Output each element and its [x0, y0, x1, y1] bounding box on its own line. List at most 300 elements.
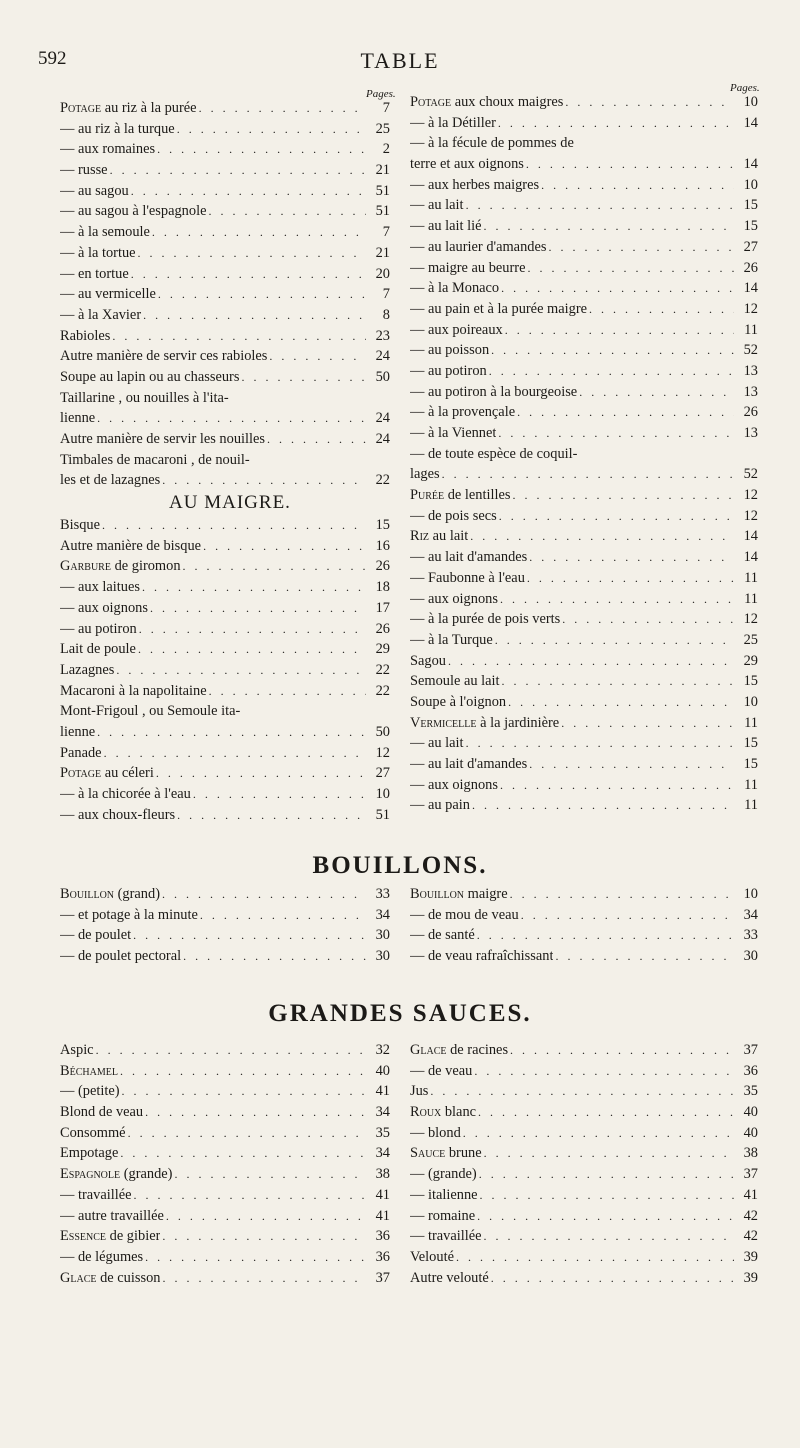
- dot-leader: [484, 1226, 734, 1247]
- index-entry: [60, 1185, 390, 1206]
- entry-page-number: 26: [743, 404, 758, 421]
- dot-leader: [120, 1061, 366, 1082]
- page-number: 592: [38, 48, 67, 69]
- entry-title: Autre velouté: [410, 1269, 489, 1286]
- entry-page-number: 25: [375, 120, 390, 137]
- entry-page-number: 37: [743, 1042, 758, 1058]
- dot-leader: [491, 1268, 734, 1289]
- pages-label-left: Pages.: [366, 88, 396, 100]
- sauces-left-entries: [60, 1040, 390, 1288]
- entry-page-number: 35: [375, 1124, 390, 1141]
- entry-title: — au lait lié: [410, 218, 482, 235]
- entries-au-maigre: [60, 515, 390, 825]
- entry-page-number: 13: [743, 425, 758, 441]
- column-left: [60, 98, 390, 825]
- dot-leader: [456, 1247, 734, 1268]
- index-entry: [60, 429, 390, 450]
- entry-page-number: 14: [743, 156, 758, 173]
- dot-leader: [269, 346, 366, 367]
- dot-leader: [466, 195, 734, 216]
- dot-leader: [510, 884, 734, 905]
- index-entry: [60, 805, 390, 826]
- index-entry: [60, 681, 390, 702]
- entry-title: Autre manière de servir les nouilles: [60, 431, 265, 447]
- entry-title: Blond de veau: [60, 1104, 144, 1121]
- entry-title: Rabioles: [60, 327, 111, 344]
- entry-title: Bouillon maigre: [410, 886, 508, 902]
- index-entry: [410, 423, 758, 444]
- dot-leader: [477, 925, 734, 946]
- dot-leader: [491, 340, 734, 361]
- dot-leader: [466, 733, 734, 754]
- sauces-right-column: [410, 1040, 758, 1288]
- entry-page-number: 41: [375, 1186, 390, 1203]
- dot-leader: [122, 1081, 366, 1102]
- index-entry: [410, 175, 758, 196]
- dot-leader: [505, 320, 734, 341]
- entry-title: Vermicelle à la jardinière: [410, 714, 560, 731]
- dot-leader: [479, 1164, 734, 1185]
- dot-leader: [477, 1206, 734, 1227]
- entry-title: — de pois secs: [410, 507, 497, 524]
- dot-leader: [527, 568, 734, 589]
- dot-leader: [162, 470, 366, 491]
- index-entry: [60, 639, 390, 660]
- dot-leader: [145, 1247, 366, 1268]
- entry-title: — à la Xavier: [60, 306, 142, 323]
- index-entry: [410, 775, 758, 796]
- entry-title: Glace de cuisson: [60, 1269, 161, 1286]
- index-entry: [60, 1123, 390, 1144]
- index-entry: [410, 526, 758, 547]
- entry-page-number: 26: [375, 558, 390, 575]
- dot-leader: [529, 547, 734, 568]
- index-entry: [410, 464, 758, 485]
- index-entry: [410, 1143, 758, 1164]
- entry-page-number: 30: [743, 948, 758, 965]
- dot-leader: [156, 763, 366, 784]
- dot-leader: [470, 526, 734, 547]
- index-entry: [410, 92, 758, 113]
- entry-title: — au pain: [410, 797, 470, 814]
- dot-leader: [162, 884, 366, 905]
- entry-title: — (petite): [60, 1083, 120, 1100]
- dot-leader: [131, 264, 366, 285]
- entry-title: terre et aux oignons: [410, 156, 524, 173]
- index-entry: [410, 733, 758, 754]
- index-entry: [60, 243, 390, 264]
- index-entry: [410, 1040, 758, 1061]
- dot-leader: [96, 1040, 366, 1061]
- entry-page-number: 27: [375, 765, 390, 782]
- entry-title: — de veau rafraîchissant: [410, 948, 554, 965]
- dot-leader: [143, 305, 366, 326]
- entry-title: — romaine: [410, 1207, 476, 1224]
- entry-page-number: 10: [743, 176, 758, 193]
- dot-leader: [541, 175, 734, 196]
- entry-page-number: 17: [375, 599, 390, 616]
- dot-leader: [499, 506, 734, 527]
- dot-leader: [501, 278, 734, 299]
- dot-leader: [498, 423, 734, 444]
- dot-leader: [478, 1102, 734, 1123]
- index-entry: [60, 619, 390, 640]
- entry-title: — travaillée: [60, 1186, 132, 1203]
- entry-title: — de toute espèce de coquil-: [410, 445, 578, 462]
- entry-title: — au potiron: [60, 620, 137, 637]
- index-entry: [60, 743, 390, 764]
- index-entry: [60, 946, 390, 967]
- dot-leader: [133, 925, 366, 946]
- entries-right: [410, 92, 758, 816]
- entry-page-number: 40: [743, 1124, 758, 1141]
- entry-page-number: 33: [375, 886, 390, 902]
- dot-leader: [512, 485, 734, 506]
- dot-leader: [480, 1185, 734, 1206]
- dot-leader: [112, 326, 366, 347]
- index-entry: [410, 382, 758, 403]
- dot-leader: [166, 1206, 366, 1227]
- dot-leader: [561, 713, 734, 734]
- index-entry: [60, 450, 390, 471]
- entry-title: Mont-Frigoul , ou Semoule ita-: [60, 703, 241, 720]
- entry-title: Espagnole (grande): [60, 1166, 173, 1183]
- index-entry: [60, 577, 390, 598]
- entry-title: Sauce brune: [410, 1145, 482, 1162]
- entry-title: Bouillon (grand): [60, 886, 160, 902]
- index-entry: [410, 1123, 758, 1144]
- index-entry: [60, 763, 390, 784]
- entry-title: — à la provençale: [410, 404, 516, 421]
- dot-leader: [500, 775, 734, 796]
- entry-title: — à la Viennet: [410, 425, 497, 441]
- entry-title: — aux romaines: [60, 141, 156, 158]
- entry-title: Aspic: [60, 1042, 94, 1058]
- index-entry: [410, 485, 758, 506]
- sauces-left-column: [60, 1040, 390, 1288]
- dot-leader: [498, 113, 734, 134]
- entry-title: — russe: [60, 162, 108, 179]
- entry-title: Roux blanc: [410, 1104, 477, 1121]
- index-entry: [60, 408, 390, 429]
- index-entry: [60, 160, 390, 181]
- dot-leader: [138, 639, 366, 660]
- index-entry: [60, 722, 390, 743]
- index-entry: [410, 237, 758, 258]
- index-entry: [410, 154, 758, 175]
- entry-page-number: 14: [743, 114, 758, 131]
- entry-title: — travaillée: [410, 1228, 482, 1245]
- dot-leader: [193, 784, 366, 805]
- entry-title: — à la Monaco: [410, 280, 500, 297]
- entry-title: — de santé: [410, 927, 475, 944]
- entry-page-number: 51: [375, 182, 390, 199]
- entry-title: — au pain et à la purée maigre: [410, 300, 588, 317]
- index-entry: [410, 630, 758, 651]
- index-entry: [60, 284, 390, 305]
- entry-title: Potage au riz à la purée: [60, 100, 197, 116]
- dot-leader: [500, 589, 734, 610]
- bouillons-right-entries: [410, 884, 758, 967]
- index-entry: [60, 1247, 390, 1268]
- entry-page-number: 22: [375, 682, 390, 699]
- dot-leader: [110, 160, 366, 181]
- index-entry: [410, 299, 758, 320]
- entry-page-number: 26: [743, 259, 758, 276]
- entry-title: les et de lazagnes: [60, 472, 161, 489]
- entry-page-number: 34: [743, 906, 758, 923]
- dot-leader: [562, 609, 734, 630]
- entry-page-number: 23: [375, 327, 390, 344]
- dot-leader: [142, 577, 366, 598]
- dot-leader: [495, 630, 734, 651]
- dot-leader: [177, 805, 366, 826]
- entry-title: — (grande): [410, 1166, 477, 1183]
- index-entry: [60, 701, 390, 722]
- entry-page-number: 32: [375, 1042, 390, 1058]
- entry-page-number: 50: [375, 723, 390, 740]
- entry-title: — au potiron à la bourgeoise: [410, 383, 578, 400]
- index-entry: [60, 515, 390, 536]
- entry-title: — aux herbes maigres: [410, 176, 540, 193]
- dot-leader: [548, 237, 734, 258]
- entry-title: — au sagou: [60, 182, 129, 199]
- entry-title: Potage aux choux maigres: [410, 94, 564, 110]
- index-entry: [410, 361, 758, 382]
- entry-page-number: 11: [744, 797, 758, 814]
- index-entry: [60, 556, 390, 577]
- entry-page-number: 8: [382, 306, 390, 323]
- entry-title: — blond: [410, 1124, 461, 1141]
- index-entry: [410, 1102, 758, 1123]
- dot-leader: [442, 464, 734, 485]
- entry-title: Bisque: [60, 517, 100, 534]
- index-entry: [60, 1061, 390, 1082]
- entry-title: Jus: [410, 1083, 429, 1100]
- index-entry: [60, 346, 390, 367]
- dot-leader: [430, 1081, 734, 1102]
- entry-page-number: 16: [375, 537, 390, 554]
- entry-page-number: 13: [743, 383, 758, 400]
- entry-title: — à la fécule de pommes de: [410, 135, 574, 152]
- index-entry: [60, 1081, 390, 1102]
- entry-title: — au potiron: [410, 362, 487, 379]
- entry-page-number: 36: [375, 1248, 390, 1265]
- entry-page-number: 34: [375, 1145, 390, 1162]
- entry-title: Consommé: [60, 1124, 126, 1141]
- dot-leader: [97, 722, 366, 743]
- bouillons-heading: BOUILLONS.: [312, 852, 488, 879]
- sauces-right-entries: [410, 1040, 758, 1288]
- column-right: [410, 92, 758, 816]
- entry-page-number: 15: [743, 197, 758, 214]
- index-entry: [410, 671, 758, 692]
- index-entry: [60, 222, 390, 243]
- page-header: [0, 48, 800, 88]
- bouillons-left-entries: [60, 884, 390, 967]
- index-entry: [60, 98, 390, 119]
- index-entry: [410, 278, 758, 299]
- entry-title: Empotage: [60, 1145, 119, 1162]
- entry-page-number: 33: [743, 927, 758, 944]
- entry-title: Semoule au lait: [410, 673, 500, 690]
- entry-page-number: 11: [744, 776, 758, 793]
- entry-page-number: 15: [743, 218, 758, 235]
- dot-leader: [183, 946, 366, 967]
- entry-page-number: 50: [375, 368, 390, 385]
- dot-leader: [162, 1268, 366, 1289]
- entry-page-number: 14: [743, 528, 758, 545]
- entry-title: Garbure de giromon: [60, 558, 181, 575]
- index-entry: [60, 1040, 390, 1061]
- index-entry: [410, 216, 758, 237]
- entry-page-number: 37: [375, 1269, 390, 1286]
- dot-leader: [158, 284, 366, 305]
- entry-page-number: 21: [375, 162, 390, 179]
- index-entry: [60, 1102, 390, 1123]
- index-entry: [60, 367, 390, 388]
- index-entry: [60, 536, 390, 557]
- entry-page-number: 15: [375, 517, 390, 534]
- entry-page-number: 24: [375, 431, 390, 447]
- dot-leader: [97, 408, 366, 429]
- entry-page-number: 10: [743, 693, 758, 710]
- dot-leader: [138, 243, 366, 264]
- entry-title: Riz au lait: [410, 528, 469, 545]
- dot-leader: [134, 1185, 366, 1206]
- index-entry: [410, 113, 758, 134]
- entry-page-number: 39: [743, 1248, 758, 1265]
- entry-page-number: 7: [382, 286, 390, 303]
- entry-title: Taillarine , ou nouilles à l'ita-: [60, 389, 229, 406]
- entry-page-number: 22: [375, 661, 390, 678]
- dot-leader: [177, 119, 366, 140]
- index-entry: [410, 402, 758, 423]
- entry-title: — autre travaillée: [60, 1207, 164, 1224]
- dot-leader: [527, 258, 734, 279]
- entry-title: Purée de lentilles: [410, 487, 511, 504]
- dot-leader: [565, 92, 734, 113]
- entries-au-gras: [60, 98, 390, 491]
- dot-leader: [183, 556, 366, 577]
- entry-page-number: 14: [743, 549, 758, 566]
- index-entry: [410, 905, 758, 926]
- entry-page-number: 37: [743, 1166, 758, 1183]
- dot-leader: [200, 905, 366, 926]
- entry-title: Potage au céleri: [60, 765, 154, 782]
- entry-page-number: 52: [743, 466, 758, 483]
- entry-page-number: 12: [375, 744, 390, 761]
- index-entry: [410, 133, 758, 154]
- dot-leader: [128, 1123, 366, 1144]
- entry-title: — à la Turque: [410, 631, 493, 648]
- entry-page-number: 22: [375, 472, 390, 489]
- entry-page-number: 35: [743, 1083, 758, 1100]
- entry-title: — de mou de veau: [410, 906, 519, 923]
- entry-title: — en tortue: [60, 265, 129, 282]
- entry-title: — aux oignons: [410, 776, 498, 793]
- index-entry: [60, 201, 390, 222]
- entry-title: — au laurier d'amandes: [410, 238, 547, 255]
- index-entry: [60, 660, 390, 681]
- entry-page-number: 21: [375, 244, 390, 261]
- index-entry: [60, 470, 390, 491]
- index-entry: [60, 1143, 390, 1164]
- entry-page-number: 10: [743, 886, 758, 902]
- entry-page-number: 51: [375, 203, 390, 220]
- entry-page-number: 34: [375, 1104, 390, 1121]
- entry-page-number: 36: [375, 1228, 390, 1245]
- entry-page-number: 14: [743, 280, 758, 297]
- sauces-heading: GRANDES SAUCES.: [268, 1000, 532, 1027]
- index-entry: [410, 340, 758, 361]
- entry-page-number: 15: [743, 673, 758, 690]
- index-entry: [410, 506, 758, 527]
- dot-leader: [162, 1226, 366, 1247]
- entry-title: — au riz à la turque: [60, 120, 175, 137]
- entry-title: Béchamel: [60, 1062, 118, 1079]
- index-entry: [410, 609, 758, 630]
- dot-leader: [555, 946, 734, 967]
- entry-title: Lazagnes: [60, 661, 115, 678]
- entry-page-number: 29: [375, 641, 390, 658]
- entry-page-number: 30: [375, 948, 390, 965]
- index-entry: [60, 181, 390, 202]
- entry-page-number: 34: [375, 906, 390, 923]
- index-entry: [60, 139, 390, 160]
- index-entry: [60, 119, 390, 140]
- dot-leader: [579, 382, 734, 403]
- entry-page-number: 18: [375, 579, 390, 596]
- dot-leader: [508, 692, 734, 713]
- entry-page-number: 40: [743, 1104, 758, 1121]
- entry-title: — aux oignons: [60, 599, 148, 616]
- entry-page-number: 40: [375, 1062, 390, 1079]
- index-entry: [410, 1185, 758, 1206]
- index-entry: [410, 754, 758, 775]
- entry-page-number: 52: [743, 342, 758, 359]
- entry-title: — aux laitues: [60, 579, 140, 596]
- entry-page-number: 29: [743, 652, 758, 669]
- index-entry: [60, 905, 390, 926]
- dot-leader: [502, 671, 734, 692]
- entry-page-number: 24: [375, 348, 390, 365]
- dot-leader: [521, 905, 734, 926]
- entry-page-number: 20: [375, 265, 390, 282]
- entry-title: — à la Détiller: [410, 114, 496, 131]
- dot-leader: [209, 681, 366, 702]
- index-entry: [410, 589, 758, 610]
- entry-title: — au lait: [410, 735, 464, 752]
- index-entry: [60, 1226, 390, 1247]
- entry-title: — aux poireaux: [410, 321, 503, 338]
- dot-leader: [484, 216, 734, 237]
- entry-title: — de légumes: [60, 1248, 144, 1265]
- dot-leader: [131, 181, 366, 202]
- dot-leader: [203, 536, 366, 557]
- dot-leader: [174, 1164, 366, 1185]
- entry-page-number: 12: [743, 487, 758, 504]
- entry-page-number: 10: [743, 94, 758, 110]
- entry-page-number: 42: [743, 1207, 758, 1224]
- dot-leader: [208, 201, 366, 222]
- entry-page-number: 7: [382, 100, 390, 116]
- entry-page-number: 15: [743, 756, 758, 772]
- dot-leader: [517, 402, 734, 423]
- dot-leader: [489, 361, 734, 382]
- entry-title: — au poisson: [410, 342, 490, 359]
- running-title: TABLE: [360, 48, 440, 73]
